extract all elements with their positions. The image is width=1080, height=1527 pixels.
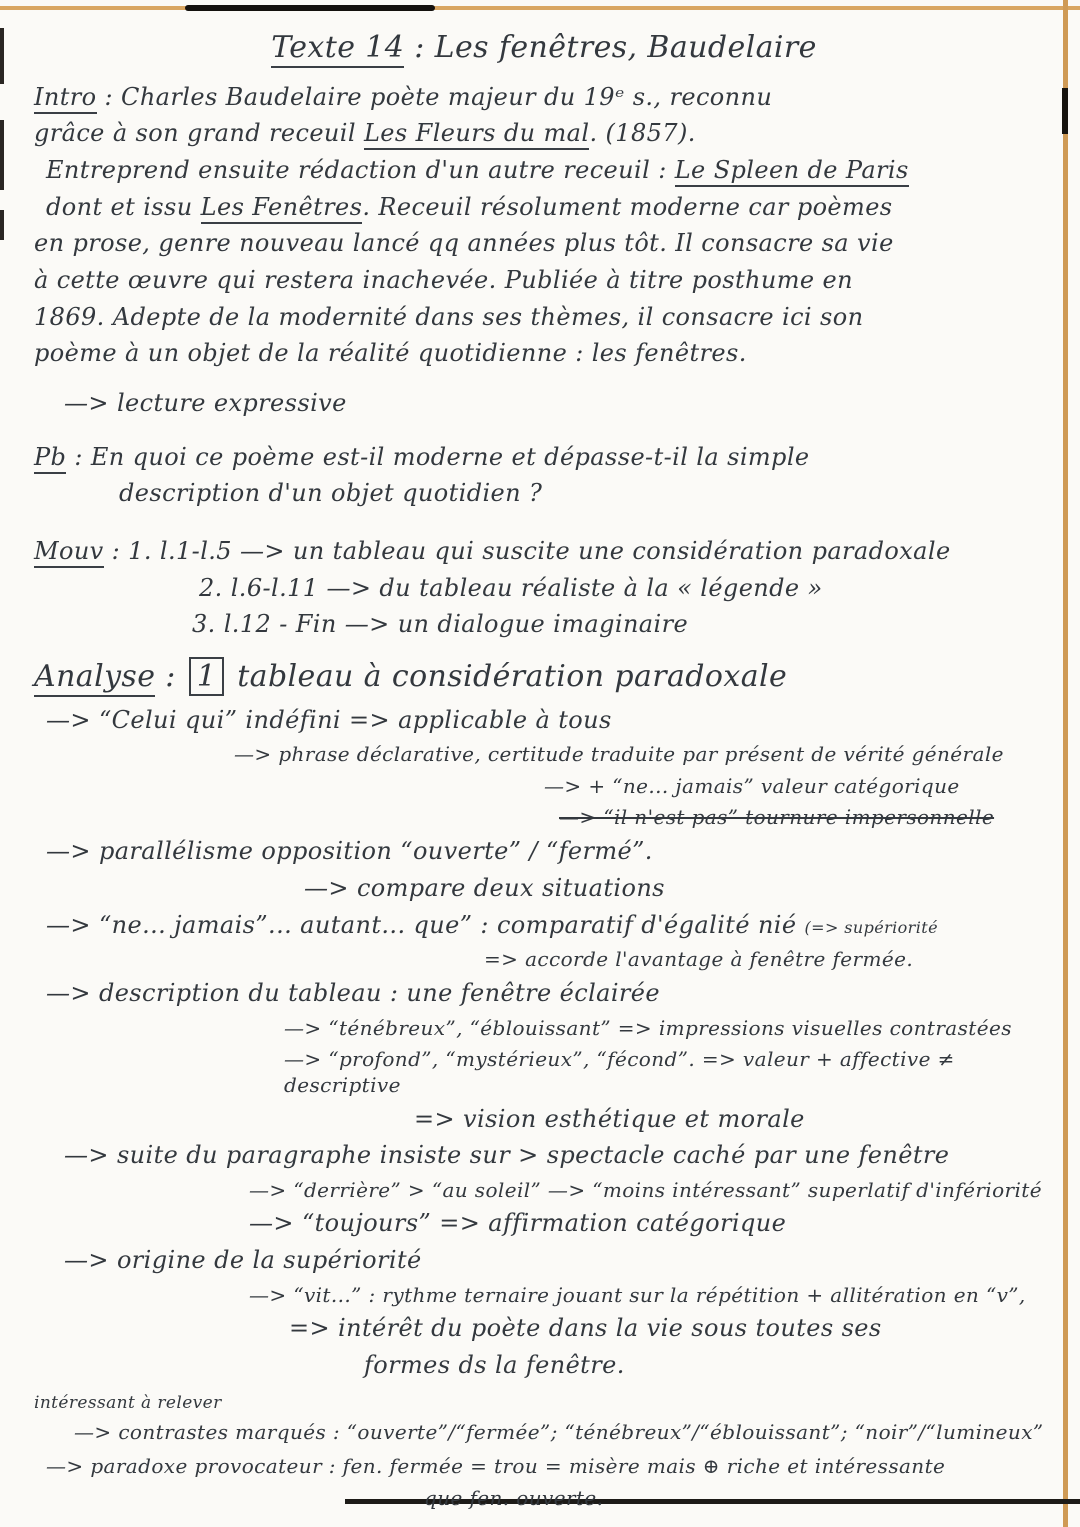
note-text: —> description du tableau : une fenêtre éclairée <box>46 978 661 1007</box>
note-line <box>284 1046 1054 1099</box>
note-line <box>46 155 1054 187</box>
note-text: 1869. Adepte de la modernité dans ses thèmes, il consacre ici son <box>34 302 864 331</box>
note-line <box>64 1140 1054 1172</box>
note-line <box>34 338 1054 370</box>
note-text: Texte 14 <box>271 30 404 68</box>
note-text: —> “Celui qui” indéfini => applicable à tous <box>46 705 612 734</box>
note-text: —> “vit...” : rythme ternaire jouant sur la répétition + allitération en “v”, <box>249 1282 1026 1307</box>
paper-edge-left-mark <box>0 28 4 84</box>
note-text: 2. l.6-l.11 —> du tableau réaliste à la « légende » <box>199 573 823 602</box>
note-line <box>289 1313 1054 1345</box>
note-line <box>46 1453 1054 1479</box>
note-text: —> suite du paragraphe insiste sur > spectacle caché par une fenêtre <box>64 1141 950 1170</box>
note-text: —> “toujours” => affirmation catégorique <box>249 1209 787 1238</box>
note-line <box>544 773 1054 799</box>
note-text: => vision esthétique et morale <box>414 1104 805 1133</box>
note-text: . Receuil résolument moderne car poèmes <box>362 192 893 221</box>
note-line <box>46 192 1054 224</box>
note-text: => accorde l'avantage à fenêtre fermée. <box>484 947 914 972</box>
note-line <box>304 873 1054 905</box>
note-line <box>64 388 1054 420</box>
paper-edge-right <box>1063 0 1068 1527</box>
note-line <box>249 1177 1054 1203</box>
note-line <box>34 82 1054 114</box>
note-text: => intérêt du poète dans la vie sous toutes ses <box>289 1314 882 1343</box>
note-text: grâce à son grand receuil <box>34 119 364 148</box>
note-text: —> phrase déclarative, certitude traduite par présent de vérité générale <box>234 742 1004 767</box>
note-text: —> “ne... jamais”... autant... que” : comparatif d'égalité nié <box>46 910 805 939</box>
note-line <box>74 1419 1054 1445</box>
note-line <box>34 118 1054 150</box>
note-text: intéressant à relever <box>34 1392 222 1413</box>
note-text: —> + “ne... jamais” valeur catégorique <box>544 773 960 798</box>
note-line <box>199 573 1054 605</box>
section-label-analyse: Analyse <box>34 659 155 697</box>
paper-edge-left-mark <box>0 210 4 240</box>
note-line <box>46 910 1054 942</box>
paper-edge-top <box>0 6 1080 10</box>
note-line <box>192 609 1054 641</box>
note-text: dont et issu <box>46 192 201 221</box>
note-line <box>414 1104 1054 1136</box>
note-text: Les Fleurs du mal <box>364 119 589 150</box>
paper-edge-left-mark <box>0 120 4 190</box>
note-line <box>34 265 1054 297</box>
note-text: : 1. l.1-l.5 —> un tableau qui suscite une considération paradoxale <box>103 536 951 565</box>
note-line <box>34 442 1054 474</box>
note-text: —> lecture expressive <box>64 388 347 417</box>
note-text: —> compare deux situations <box>304 874 665 903</box>
section-label-mouv: Mouv <box>34 537 104 568</box>
note-text: : En quoi ce poème est-il moderne et dépasse-t-il la simple <box>66 442 810 471</box>
note-text: poème à un objet de la réalité quotidienne : les fenêtres. <box>34 339 747 368</box>
note-text: —> parallélisme opposition “ouverte” / “fermé”. <box>46 837 653 866</box>
note-line <box>249 1208 1054 1240</box>
note-text: Les Fenêtres <box>201 193 363 224</box>
note-line <box>559 804 1054 830</box>
note-text: —> paradoxe provocateur : fen. fermée = trou = misère mais ⊕ riche et intéressante <box>46 1454 946 1479</box>
note-line <box>34 1392 1054 1414</box>
note-text: Entreprend ensuite rédaction d'un autre receuil : <box>46 155 675 184</box>
note-text: description d'un objet quotidien ? <box>119 479 543 508</box>
note-text: formes ds la fenêtre. <box>364 1350 625 1379</box>
note-line <box>249 1282 1054 1308</box>
note-text: —> “derrière” > “au soleil” —> “moins intéressant” superlatif d'infériorité <box>249 1178 1042 1203</box>
note-line <box>46 836 1054 868</box>
section-label-pb: Pb <box>34 443 66 474</box>
note-line <box>34 536 1054 568</box>
note-text: —> “il n'est pas” tournure impersonnelle <box>559 805 995 830</box>
section-label-intro: Intro <box>34 83 97 114</box>
note-text: : Les fenêtres, Baudelaire <box>404 30 817 65</box>
ink-streak-top <box>185 5 435 11</box>
note-text: que fen. ouverte. <box>424 1485 604 1510</box>
ink-streak-right <box>1062 88 1068 134</box>
note-text: —> origine de la supériorité <box>64 1246 422 1275</box>
note-lines <box>34 28 1054 1510</box>
note-text: —> contrastes marqués : “ouverte”/“fermée”; “ténébreux”/“éblouissant”; “noir”/“lumineux” <box>74 1419 1044 1444</box>
note-text: en prose, genre nouveau lancé qq années plus tôt. Il consacre sa vie <box>34 229 894 258</box>
note-text: : Charles Baudelaire poète majeur du 19ᵉ s., reconnu <box>96 82 773 111</box>
note-line <box>484 946 1054 972</box>
note-text: 3. l.12 - Fin —> un dialogue imaginaire <box>192 610 689 639</box>
note-line <box>34 302 1054 334</box>
note-text: —> “ténébreux”, “éblouissant” => impressions visuelles contrastées <box>284 1015 1012 1040</box>
note-line <box>34 657 1054 697</box>
note-text: : <box>155 659 186 694</box>
note-line <box>46 705 1054 737</box>
note-text: Le Spleen de Paris <box>675 156 909 187</box>
note-text: tableau à considération paradoxale <box>227 659 788 694</box>
note-line <box>424 1485 1054 1511</box>
note-line <box>64 1245 1054 1277</box>
note-line <box>34 228 1054 260</box>
note-text: à cette œuvre qui restera inachevée. Publiée à titre posthume en <box>34 265 853 294</box>
note-text: 1 <box>189 657 225 696</box>
note-line <box>284 1015 1054 1041</box>
note-line <box>119 478 1054 510</box>
note-text: . (1857). <box>589 119 696 148</box>
note-text: —> “profond”, “mystérieux”, “fécond”. => valeur + affective ≠ descriptive <box>284 1046 955 1098</box>
note-line <box>234 741 1054 767</box>
note-line <box>46 978 1054 1010</box>
note-text: (=> supériorité <box>804 917 938 937</box>
note-title <box>34 28 1054 68</box>
note-line <box>364 1350 1054 1382</box>
